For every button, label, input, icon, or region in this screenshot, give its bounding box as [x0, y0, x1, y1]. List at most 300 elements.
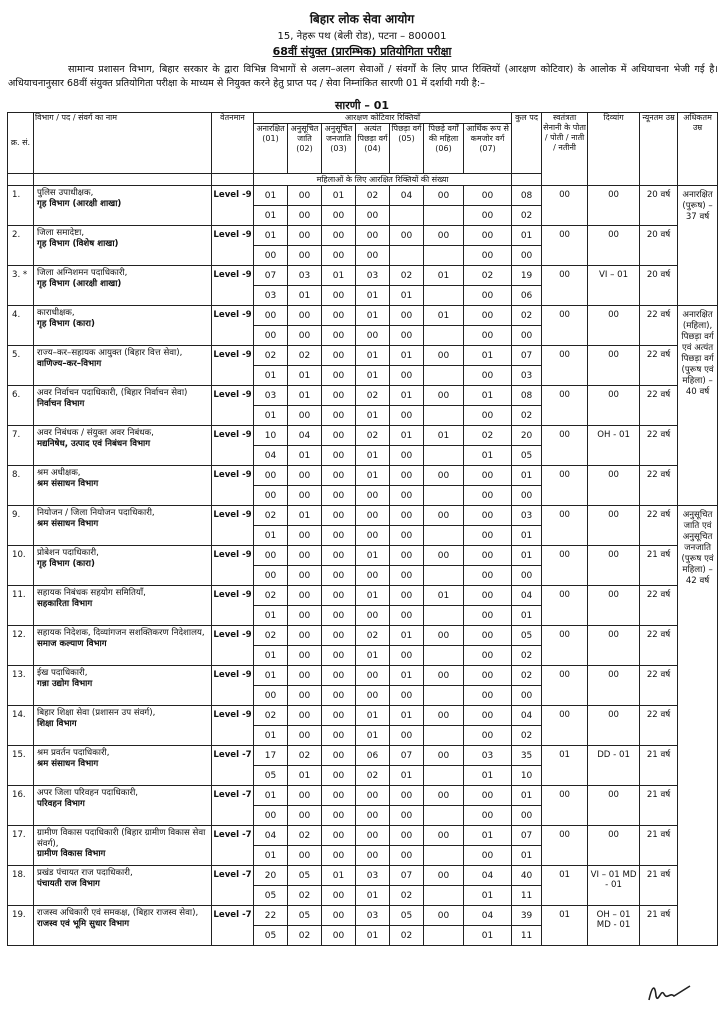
vacancy-count: 06	[356, 746, 390, 766]
women-vacancy-count: 00	[322, 366, 356, 386]
freedom-fighter-count: 00	[542, 666, 588, 706]
women-vacancy-count: 10	[512, 766, 542, 786]
post-name	[34, 506, 212, 546]
vacancy-count: 00	[464, 786, 512, 806]
pay-level: Level -9	[212, 466, 254, 506]
women-vacancy-count: 00	[322, 646, 356, 666]
vacancy-count: 02	[288, 346, 322, 366]
women-vacancy-count: 01	[356, 406, 390, 426]
women-vacancy-count: 02	[288, 926, 322, 946]
women-vacancy-count: 00	[390, 366, 424, 386]
vacancy-count: 00	[322, 466, 356, 486]
vacancy-count: 01	[512, 786, 542, 806]
women-vacancy-count: 11	[512, 926, 542, 946]
vacancy-count: 00	[464, 186, 512, 206]
vacancy-count: 00	[424, 546, 464, 566]
vacancy-count: 03	[356, 266, 390, 286]
women-vacancy-count: 00	[322, 326, 356, 346]
women-vacancy-count: 05	[254, 926, 288, 946]
women-vacancy-count: 00	[356, 326, 390, 346]
col-reserve-group: आरक्षण कोटिवार रिक्तियाँ	[254, 113, 512, 124]
women-vacancy-count: 00	[464, 326, 512, 346]
vacancy-count: 02	[254, 706, 288, 726]
row-sn: 3. *	[8, 266, 34, 306]
divyang-count: 00	[588, 666, 640, 706]
vacancy-count: 00	[390, 226, 424, 246]
post-name	[34, 186, 212, 226]
vacancy-count: 00	[254, 546, 288, 566]
women-vacancy-count: 00	[464, 286, 512, 306]
department-name: वाणिज्य–कर–विभाग	[37, 358, 102, 369]
women-vacancy-count: 02	[390, 926, 424, 946]
vacancy-count: 01	[390, 386, 424, 406]
vacancy-count: 00	[424, 786, 464, 806]
post-title: प्रखंड पंचायत राज पदाधिकारी,	[37, 868, 133, 878]
post-title: सहायक निदेशक, दिव्यांगजन सशक्तिकरण निदेशालय,	[37, 628, 205, 638]
vacancy-count: 00	[322, 706, 356, 726]
blank-cell	[34, 174, 212, 186]
women-vacancy-count: 00	[322, 726, 356, 746]
vacancy-count: 00	[322, 346, 356, 366]
min-age: 22 वर्ष	[640, 426, 678, 466]
divyang-count: 00	[588, 546, 640, 586]
women-vacancy-count: 00	[390, 406, 424, 426]
women-vacancy-count: 00	[390, 646, 424, 666]
vacancy-count: 00	[464, 226, 512, 246]
women-vacancy-count: 00	[512, 326, 542, 346]
col-category: पिछड़ा वर्ग (05)	[390, 124, 424, 174]
vacancy-count: 04	[390, 186, 424, 206]
women-vacancy-count: 00	[512, 806, 542, 826]
post-name	[34, 866, 212, 906]
post-name	[34, 226, 212, 266]
women-vacancy-count: 00	[390, 326, 424, 346]
department-name: गृह विभाग (आरक्षी शाखा)	[37, 198, 122, 209]
department-name: गृह विभाग (आरक्षी शाखा)	[37, 278, 122, 289]
women-vacancy-count	[424, 806, 464, 826]
women-vacancy-count: 00	[356, 246, 390, 266]
table-row	[8, 666, 718, 686]
women-vacancy-count: 00	[390, 686, 424, 706]
vacancy-count: 00	[254, 466, 288, 486]
vacancy-count: 00	[464, 706, 512, 726]
vacancy-count: 00	[322, 626, 356, 646]
vacancy-count: 01	[356, 306, 390, 326]
min-age: 22 वर्ष	[640, 666, 678, 706]
blank-cell	[512, 174, 542, 186]
table-row	[8, 386, 718, 406]
row-sn: 8.	[8, 466, 34, 506]
divyang-count: OH – 01 MD - 01	[588, 906, 640, 946]
vacancy-count: 00	[288, 626, 322, 646]
vacancy-count: 01	[322, 266, 356, 286]
row-sn: 19.	[8, 906, 34, 946]
vacancy-count: 00	[390, 546, 424, 566]
col-total: कुल पद	[512, 113, 542, 174]
post-title: जिला अग्निशमन पदाधिकारी,	[37, 268, 128, 278]
vacancy-count: 04	[464, 906, 512, 926]
pay-level: Level -9	[212, 266, 254, 306]
women-vacancy-count: 00	[512, 246, 542, 266]
vacancy-count: 02	[464, 426, 512, 446]
min-age: 22 वर्ष	[640, 626, 678, 666]
department-name: मद्यनिषेध, उत्पाद एवं निबंधन विभाग	[37, 438, 151, 449]
women-vacancy-count: 01	[464, 446, 512, 466]
women-vacancy-count: 02	[356, 766, 390, 786]
col-category: अनुसूचित जनजाति (03)	[322, 124, 356, 174]
women-vacancy-count	[424, 726, 464, 746]
women-vacancy-count	[424, 566, 464, 586]
vacancy-count: 08	[512, 386, 542, 406]
freedom-fighter-count: 00	[542, 226, 588, 266]
women-vacancy-count: 00	[254, 326, 288, 346]
org-address: 15, नेहरू पथ (बेली रोड), पटना – 800001	[277, 31, 447, 42]
pay-level: Level -9	[212, 186, 254, 226]
women-vacancy-count	[390, 206, 424, 226]
women-vacancy-count: 00	[288, 406, 322, 426]
vacancy-count: 01	[464, 346, 512, 366]
vacancy-count: 02	[356, 186, 390, 206]
vacancy-count: 00	[464, 546, 512, 566]
vacancy-count: 00	[288, 466, 322, 486]
org-title: बिहार लोक सेवा आयोग	[309, 12, 415, 26]
vacancy-count: 01	[356, 546, 390, 566]
vacancy-count: 00	[464, 306, 512, 326]
freedom-fighter-count: 00	[542, 786, 588, 826]
vacancy-count: 01	[356, 586, 390, 606]
col-category: पिछड़े वर्गों की महिला (06)	[424, 124, 464, 174]
vacancy-count: 00	[464, 586, 512, 606]
post-name	[34, 466, 212, 506]
women-vacancy-count: 01	[356, 286, 390, 306]
women-vacancy-count: 00	[356, 206, 390, 226]
table-row	[8, 786, 718, 806]
women-vacancy-count: 02	[512, 406, 542, 426]
women-vacancy-count	[424, 526, 464, 546]
min-age: 22 वर्ष	[640, 346, 678, 386]
vacancy-count: 07	[512, 826, 542, 846]
table-row	[8, 586, 718, 606]
post-title: सहायक निबंधक सहयोग समितियाँ,	[37, 588, 146, 598]
vacancy-count: 01	[390, 346, 424, 366]
women-vacancy-count: 00	[390, 806, 424, 826]
women-vacancy-count: 06	[512, 286, 542, 306]
table-row	[8, 506, 718, 526]
post-name	[34, 786, 212, 826]
col-post: विभाग / पद / संवर्ग का नाम	[34, 113, 212, 174]
col-sn: क्र. सं.	[8, 113, 34, 174]
women-vacancy-count: 01	[254, 406, 288, 426]
blank-cell	[8, 174, 34, 186]
vacancy-count: 01	[322, 186, 356, 206]
department-name: परिवहन विभाग	[37, 798, 85, 809]
vacancy-count: 00	[464, 466, 512, 486]
freedom-fighter-count: 00	[542, 386, 588, 426]
vacancy-count: 00	[322, 786, 356, 806]
women-vacancy-count: 00	[288, 246, 322, 266]
vacancy-count: 03	[512, 506, 542, 526]
min-age: 21 वर्ष	[640, 906, 678, 946]
women-vacancy-count: 00	[464, 486, 512, 506]
vacancy-count: 00	[424, 346, 464, 366]
women-vacancy-count: 00	[512, 566, 542, 586]
table-row	[8, 426, 718, 446]
table-row	[8, 866, 718, 886]
vacancy-count: 20	[512, 426, 542, 446]
intro-text: सामान्य प्रशासन विभाग, बिहार सरकार के द्वारा विभिन्न विभागों से अलग–अलग सेवाओं / संवर्गों के लिए प्राप्त रिक्तियों (आरक्षण कोटिवार) के आलोक में अधियाचना भेजी गई है। अधियाचनानुसार 68वीं संयुक्त प्रतियोगिता परीक्षा के माध्यम से नियुक्त करने हेतु प्राप्त पद / सेवा निम्नांकित सारणी 01 में दर्शायी गयी है:–	[8, 64, 718, 89]
post-name	[34, 266, 212, 306]
col-freedom-fighter: स्वतंत्रता सेनानी के पोता / पोती / नाती / नतीनी	[542, 113, 588, 186]
vacancy-count: 01	[254, 786, 288, 806]
pay-level: Level -9	[212, 306, 254, 346]
freedom-fighter-count: 00	[542, 426, 588, 466]
department-name: पंचायती राज विभाग	[37, 878, 100, 889]
vacancy-count: 00	[288, 226, 322, 246]
row-sn: 10.	[8, 546, 34, 586]
women-vacancy-count: 00	[288, 846, 322, 866]
divyang-count: DD - 01	[588, 746, 640, 786]
vacancy-count: 19	[512, 266, 542, 286]
vacancy-count: 01	[512, 546, 542, 566]
post-name	[34, 586, 212, 626]
women-vacancy-count: 01	[390, 286, 424, 306]
women-vacancy-count: 00	[464, 606, 512, 626]
women-vacancy-count: 00	[464, 406, 512, 426]
vacancy-count: 00	[464, 666, 512, 686]
vacancy-count: 01	[424, 306, 464, 326]
women-vacancy-count: 00	[390, 566, 424, 586]
women-vacancy-count: 02	[288, 886, 322, 906]
women-vacancy-count	[424, 886, 464, 906]
post-title: नियोजन / जिला नियोजन पदाधिकारी,	[37, 508, 155, 518]
vacancy-count: 00	[288, 786, 322, 806]
women-vacancy-count: 00	[390, 846, 424, 866]
freedom-fighter-count: 01	[542, 866, 588, 906]
vacancy-count: 04	[512, 586, 542, 606]
vacancy-count: 07	[254, 266, 288, 286]
min-age: 21 वर्ष	[640, 826, 678, 866]
divyang-count: VI – 01	[588, 266, 640, 306]
vacancy-count: 00	[322, 306, 356, 326]
post-title: पुलिस उपाधीक्षक,	[37, 188, 94, 198]
women-vacancy-count: 00	[322, 686, 356, 706]
women-vacancy-count: 00	[322, 446, 356, 466]
women-vacancy-count	[424, 446, 464, 466]
max-age-note: अनुसूचित जाति एवं अनुसूचित जनजाति (पुरूष एवं महिला) – 42 वर्ष	[678, 506, 718, 946]
department-name: गन्ना उद्योग विभाग	[37, 678, 93, 689]
women-vacancy-count: 00	[356, 526, 390, 546]
women-vacancy-count: 00	[322, 286, 356, 306]
women-vacancy-count: 05	[254, 886, 288, 906]
vacancy-count: 01	[512, 226, 542, 246]
department-name: श्रम संसाधन विभाग	[37, 478, 99, 489]
vacancy-count: 01	[254, 226, 288, 246]
table-row	[8, 466, 718, 486]
women-vacancy-count: 00	[254, 566, 288, 586]
women-vacancy-count: 01	[464, 886, 512, 906]
women-vacancy-count: 01	[254, 726, 288, 746]
pay-level: Level -9	[212, 386, 254, 426]
vacancy-count: 01	[356, 466, 390, 486]
col-pay: वेतनमान	[212, 113, 254, 174]
women-vacancy-count: 00	[464, 846, 512, 866]
vacancy-count: 00	[424, 866, 464, 886]
women-vacancy-count: 02	[512, 726, 542, 746]
table-caption: सारणी – 01	[334, 99, 390, 112]
vacancy-count: 00	[288, 586, 322, 606]
women-vacancy-count: 00	[512, 486, 542, 506]
vacancy-count: 01	[288, 386, 322, 406]
intro-paragraph	[8, 63, 718, 91]
max-age-note: अनारक्षित (महिला), पिछड़ा वर्ग एवं अत्यंत पिछड़ा वर्ग (पुरूष एवं महिला) – 40 वर्ष	[678, 306, 718, 506]
vacancy-count: 01	[356, 346, 390, 366]
divyang-count: 00	[588, 826, 640, 866]
vacancy-count: 00	[356, 826, 390, 846]
row-sn: 2.	[8, 226, 34, 266]
women-vacancy-count: 01	[512, 846, 542, 866]
women-vacancy-count: 00	[322, 486, 356, 506]
vacancy-count: 00	[390, 306, 424, 326]
women-vacancy-count	[424, 366, 464, 386]
vacancy-count: 05	[512, 626, 542, 646]
women-vacancy-count: 01	[254, 526, 288, 546]
pay-level: Level -9	[212, 626, 254, 666]
vacancy-count: 04	[254, 826, 288, 846]
women-vacancy-count: 01	[512, 606, 542, 626]
women-vacancy-count: 00	[390, 446, 424, 466]
post-title: काराधीक्षक,	[37, 308, 75, 318]
vacancy-count: 17	[254, 746, 288, 766]
women-vacancy-count: 00	[288, 326, 322, 346]
pay-level: Level -7	[212, 866, 254, 906]
women-vacancy-count: 01	[254, 646, 288, 666]
vacancy-count: 00	[424, 386, 464, 406]
women-vacancy-count: 00	[254, 686, 288, 706]
row-sn: 18.	[8, 866, 34, 906]
post-title: श्रम प्रवर्तन पदाधिकारी,	[37, 748, 110, 758]
vacancy-count: 02	[254, 506, 288, 526]
women-vacancy-count: 00	[464, 566, 512, 586]
freedom-fighter-count: 00	[542, 586, 588, 626]
women-vacancy-count: 00	[288, 566, 322, 586]
min-age: 20 वर्ष	[640, 226, 678, 266]
post-name	[34, 426, 212, 466]
vacancy-count: 04	[464, 866, 512, 886]
table-row	[8, 906, 718, 926]
divyang-count: 00	[588, 506, 640, 546]
vacancy-count: 00	[288, 546, 322, 566]
women-vacancy-count	[424, 646, 464, 666]
post-name	[34, 346, 212, 386]
department-name: शिक्षा विभाग	[37, 718, 77, 729]
row-sn: 1.	[8, 186, 34, 226]
women-vacancy-count: 00	[322, 526, 356, 546]
row-sn: 12.	[8, 626, 34, 666]
vacancy-count: 05	[288, 906, 322, 926]
post-title: बिहार शिक्षा सेवा (प्रशासन उप संवर्ग),	[37, 708, 156, 718]
post-name	[34, 906, 212, 946]
vacancy-count: 00	[464, 506, 512, 526]
vacancy-count: 01	[390, 626, 424, 646]
pay-level: Level -9	[212, 426, 254, 466]
vacancy-count: 03	[356, 906, 390, 926]
vacancy-count: 00	[464, 626, 512, 646]
pay-level: Level -9	[212, 506, 254, 546]
max-age-note: अनारक्षित (पुरूष) – 37 वर्ष	[678, 186, 718, 306]
vacancy-count: 00	[322, 506, 356, 526]
department-name: ग्रामीण विकास विभाग	[37, 849, 106, 859]
pay-level: Level -9	[212, 346, 254, 386]
signature-mark	[646, 980, 694, 1006]
row-sn: 5.	[8, 346, 34, 386]
women-vacancy-count: 00	[322, 406, 356, 426]
women-vacancy-count: 00	[512, 686, 542, 706]
vacancy-count: 00	[288, 186, 322, 206]
department-name: गृह विभाग (कारा)	[37, 318, 95, 329]
freedom-fighter-count: 00	[542, 506, 588, 546]
divyang-count: VI – 01 MD - 01	[588, 866, 640, 906]
department-name: गृह विभाग (कारा)	[37, 558, 95, 569]
col-category: अनुसूचित जाति (02)	[288, 124, 322, 174]
vacancy-count: 00	[254, 306, 288, 326]
vacancy-count: 00	[424, 906, 464, 926]
women-vacancy-count: 00	[356, 686, 390, 706]
min-age: 20 वर्ष	[640, 186, 678, 226]
post-title: राजस्व अधिकारी एवं समकक्ष, (बिहार राजस्व सेवा),	[37, 908, 199, 918]
vacancy-count: 04	[512, 706, 542, 726]
women-vacancy-count: 01	[356, 646, 390, 666]
women-vacancy-count: 00	[322, 606, 356, 626]
women-vacancy-count: 01	[464, 766, 512, 786]
vacancy-count: 00	[288, 706, 322, 726]
women-vacancy-count	[424, 926, 464, 946]
women-vacancy-count: 00	[322, 766, 356, 786]
min-age: 22 वर्ष	[640, 506, 678, 546]
post-name	[34, 386, 212, 426]
row-sn: 6.	[8, 386, 34, 426]
divyang-count: 00	[588, 226, 640, 266]
col-category: अत्यंत पिछड़ा वर्ग (04)	[356, 124, 390, 174]
vacancy-count: 02	[512, 306, 542, 326]
vacancy-count: 22	[254, 906, 288, 926]
vacancy-count: 00	[322, 226, 356, 246]
women-vacancy-count: 00	[288, 686, 322, 706]
freedom-fighter-count: 00	[542, 346, 588, 386]
min-age: 20 वर्ष	[640, 266, 678, 306]
vacancy-count: 07	[390, 866, 424, 886]
vacancy-count: 05	[288, 866, 322, 886]
post-name	[34, 746, 212, 786]
women-vacancy-count: 01	[356, 886, 390, 906]
freedom-fighter-count: 00	[542, 306, 588, 346]
women-vacancy-count: 00	[254, 486, 288, 506]
min-age: 21 वर्ष	[640, 866, 678, 906]
women-vacancy-count: 01	[254, 206, 288, 226]
table-row	[8, 826, 718, 846]
women-vacancy-count: 00	[254, 806, 288, 826]
women-vacancy-count: 02	[512, 646, 542, 666]
post-title: ग्रामीण विकास पदाधिकारी (बिहार ग्रामीण विकास सेवा संवर्ग),	[37, 828, 206, 849]
women-reserved-label: महिलाओं के लिए आरक्षित रिक्तियों की संख्या	[254, 174, 512, 186]
women-vacancy-count: 00	[464, 646, 512, 666]
divyang-count: 00	[588, 386, 640, 426]
women-vacancy-count	[424, 606, 464, 626]
freedom-fighter-count: 00	[542, 266, 588, 306]
row-sn: 14.	[8, 706, 34, 746]
vacancy-count: 00	[322, 906, 356, 926]
vacancy-count: 00	[390, 466, 424, 486]
row-sn: 16.	[8, 786, 34, 826]
